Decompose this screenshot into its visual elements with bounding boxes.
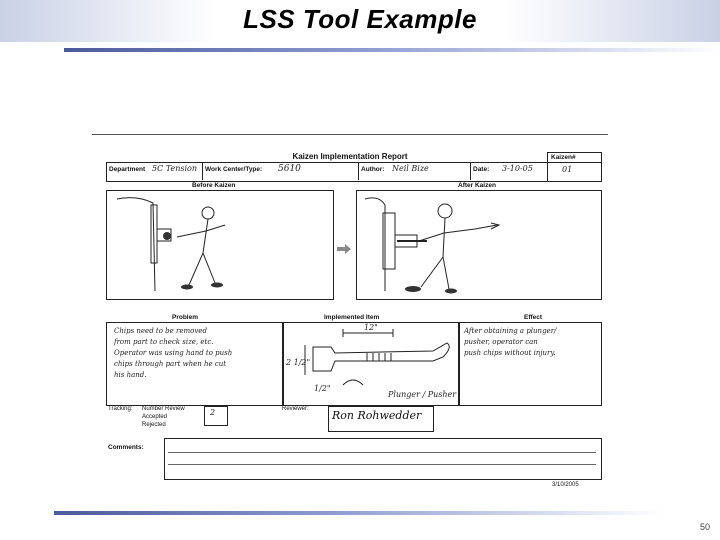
header-divider-3 [470, 162, 471, 180]
page-number: 50 [699, 522, 710, 532]
effect-text-line: pusher, operator can [464, 338, 538, 346]
effect-text-line: push chips without injury. [464, 349, 556, 357]
before-kaizen-label: Before Kaizen [192, 182, 236, 189]
department-value: 5C Tension [152, 164, 197, 173]
problem-text-line: Operator was using hand to push [114, 349, 233, 357]
reviewer-signature: Ron Rohwedder [332, 409, 422, 422]
header-divider-1 [202, 162, 203, 180]
date-label: Date: [473, 166, 490, 173]
after-kaizen-sketch-box [356, 190, 602, 300]
after-kaizen-sketch [357, 191, 601, 299]
problem-text-line: chips through part when he cut [114, 360, 227, 368]
tracking-option-accepted: Accepted [142, 414, 168, 420]
problem-text-line: his hand. [114, 371, 147, 379]
problem-text [114, 326, 232, 381]
footer-date: 3/10/2005 [552, 482, 579, 488]
comments-line [168, 452, 596, 453]
dimension-depth: 1/2" [314, 384, 331, 393]
effect-label: Effect [524, 314, 543, 321]
header-divider-2 [358, 162, 359, 180]
slide-title: LSS Tool Example [243, 4, 477, 34]
before-kaizen-sketch-box [106, 190, 334, 300]
tracking-label: Tracking: [108, 406, 133, 412]
number-value: 01 [562, 165, 573, 174]
number-label: Kaizen# [551, 154, 576, 161]
title-underline [64, 48, 720, 52]
footer-rule [54, 511, 664, 515]
tracking-mark: 2 [210, 408, 216, 417]
problem-label: Problem [172, 314, 199, 321]
comments-label: Comments: [108, 444, 144, 451]
comments-line [168, 464, 596, 465]
date-value: 3-10-05 [502, 164, 533, 173]
work-center-value: 5610 [278, 164, 301, 174]
effect-text [464, 326, 556, 359]
comments-box [164, 438, 602, 480]
dimension-height: 2 1/2" [286, 358, 311, 367]
effect-text-line: After obtaining a plunger/ [464, 327, 557, 335]
problem-text-line: from part to check size, etc. [114, 338, 214, 346]
tracking-option-review: Number Review [142, 406, 185, 412]
implemented-item-label: Implemented Item [324, 314, 380, 321]
author-label: Author: [361, 166, 385, 173]
tracking-option-rejected: Rejected [142, 422, 166, 428]
kaizen-report-scan [92, 134, 608, 490]
department-label: Department [109, 166, 146, 173]
problem-text-line: Chips need to be removed [114, 327, 207, 335]
author-value: Neil Bize [392, 164, 429, 173]
work-center-label: Work Center/Type: [205, 166, 263, 173]
tracking-box [204, 406, 228, 426]
arrow-right-icon [337, 244, 351, 254]
before-kaizen-sketch [107, 191, 333, 299]
dimension-length: 12" [364, 323, 378, 332]
scan-top-rule [92, 134, 608, 135]
report-title: Kaizen Implementation Report [292, 152, 408, 161]
after-kaizen-label: After Kaizen [458, 182, 496, 189]
reviewer-label: Reviewer: [282, 406, 309, 412]
implemented-caption: Plunger / Pusher [388, 390, 457, 399]
